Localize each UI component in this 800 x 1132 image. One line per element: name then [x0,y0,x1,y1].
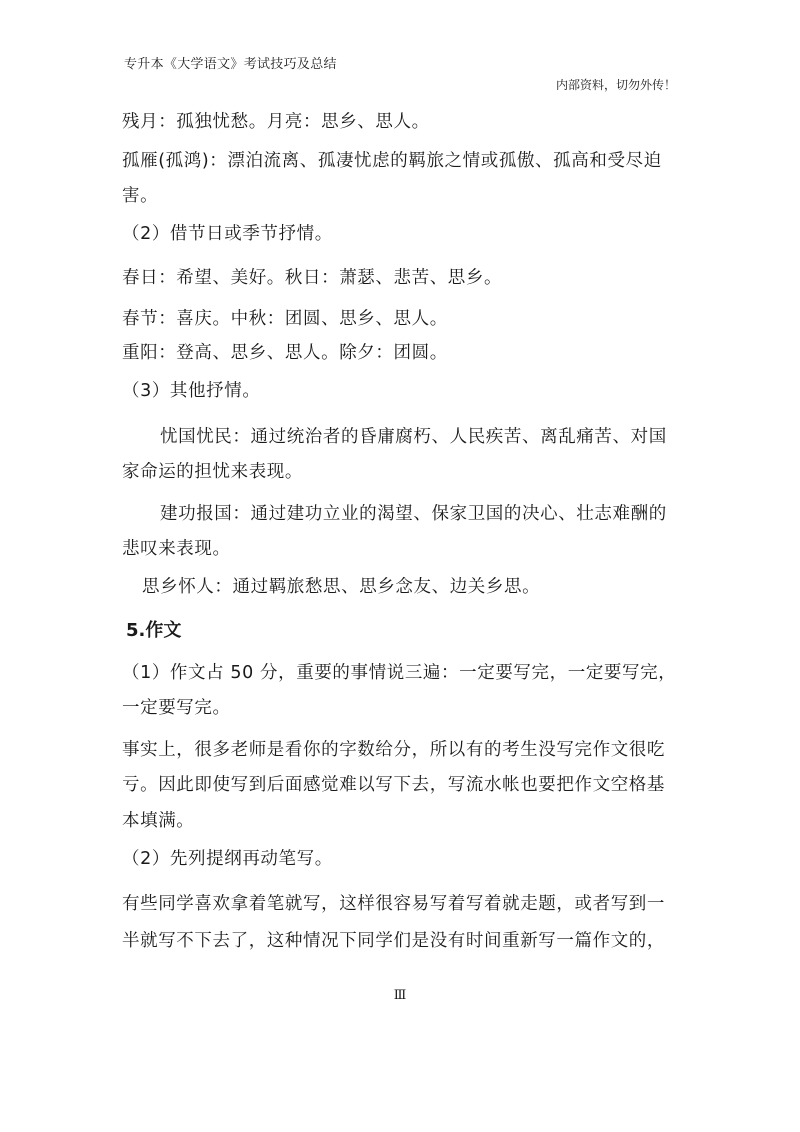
paragraph-line: 残月：孤独忧愁。月亮：思乡、思人。 [122,112,430,132]
paragraph-line: 孤雁(孤鸿)：漂泊流离、孤凄忧虑的羁旅之情或孤傲、孤高和受尽迫 [122,151,662,171]
subsection-heading: （2）借节日或季节抒情。 [122,224,333,244]
subsection-heading: （1）作文占 50 分，重要的事情说三遍：一定要写完，一定要写完， [122,663,677,683]
paragraph-line: 本填满。 [122,811,195,831]
paragraph-line: 忧国忧民：通过统治者的昏庸腐朽、人民疾苦、离乱痛苦、对国 [160,427,667,447]
paragraph-line: 亏。因此即使写到后面感觉难以写下去，写流水帐也要把作文空格基 [122,775,665,795]
confidential-notice: 内部资料，切勿外传！ [555,78,676,92]
subsection-heading: （2）先列提纲再动笔写。 [122,849,333,869]
paragraph-line: 一定要写完。 [122,698,231,718]
paragraph-line: 春节：喜庆。中秋：团圆、思乡、思人。 [122,309,448,329]
paragraph-line: 思乡怀人：通过羁旅愁思、思乡念友、边关乡思。 [142,577,541,597]
paragraph-line: 悲叹来表现。 [122,539,231,559]
document-title: 专升本《大学语文》考试技巧及总结 [124,57,337,72]
paragraph-line: 家命运的担忧来表现。 [122,462,303,482]
paragraph-line: 害。 [122,186,159,206]
section-heading: 5.作文 [126,620,182,641]
paragraph-line: 事实上，很多老师是看你的字数给分，所以有的考生没写完作文很吃 [122,740,665,760]
paragraph-line: 半就写不下去了，这种情况下同学们是没有时间重新写一篇作文的， [122,931,665,951]
subsection-heading: （3）其他抒情。 [122,381,261,401]
paragraph-line: 重阳：登高、思乡、思人。除夕：团圆。 [122,343,448,363]
paragraph-line: 春日：希望、美好。秋日：萧瑟、悲苦、思乡。 [122,268,503,288]
page-number: Ⅲ [393,988,407,1003]
paragraph-line: 有些同学喜欢拿着笔就写，这样很容易写着写着就走题，或者写到一 [122,894,665,914]
paragraph-line: 建功报国：通过建功立业的渴望、保家卫国的决心、壮志难酬的 [160,504,667,524]
